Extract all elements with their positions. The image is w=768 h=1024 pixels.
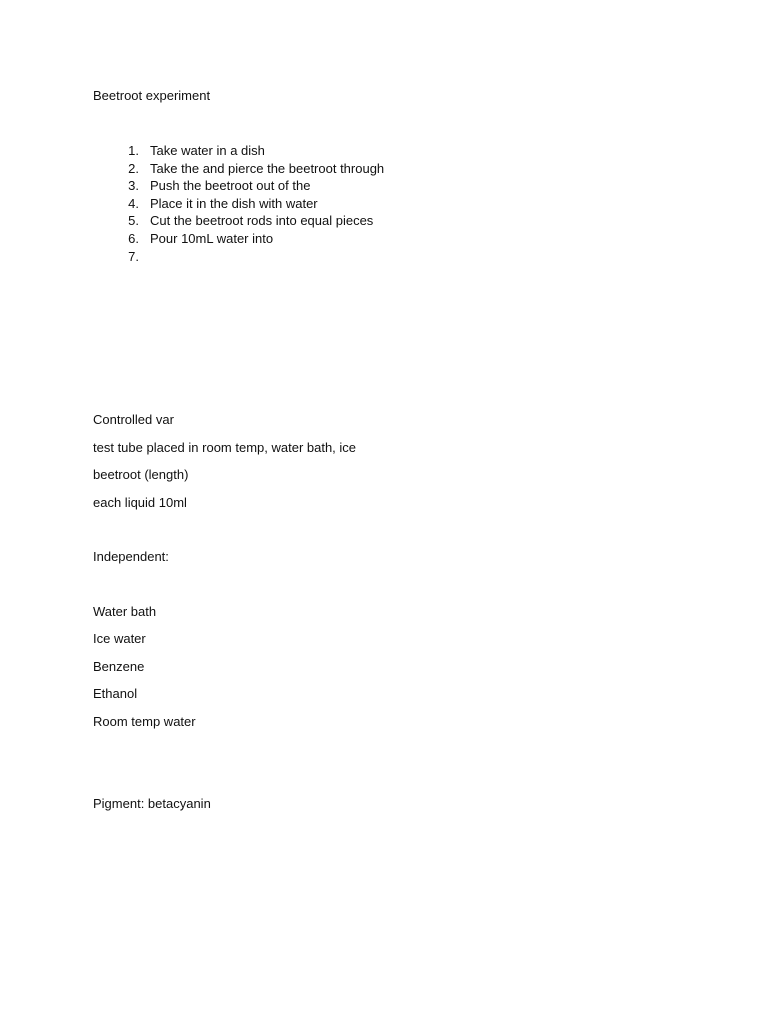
pigment-note: Pigment: betacyanin [93,796,211,811]
step-number: 1. [128,143,139,158]
list-item [93,142,384,160]
independent-item: Water bath [93,604,157,619]
step-text: Push the beetroot out of the [150,178,311,194]
document-title: Beetroot experiment [93,88,211,103]
step-number: 6. [128,230,139,246]
step-text: Pour 10mL water into [150,230,274,246]
step-number: 4. [128,195,139,211]
step-number: 5. [128,213,139,229]
controlled-item: beetroot (length) [93,467,189,482]
list-item [93,177,384,195]
step-number: 7. [128,248,139,264]
independent-heading: Independent: [93,549,169,564]
independent-item: Ethanol [93,686,138,701]
list-item [93,230,384,248]
list-item [93,248,384,266]
controlled-item: each liquid 10ml [93,495,187,510]
step-text: Take water in a dish [150,143,265,158]
step-text: Take the and pierce the beetroot through [150,160,385,176]
step-text: Place it in the dish with water [150,195,318,211]
independent-item: Room temp water [93,714,196,729]
list-item [93,212,384,230]
step-text [139,248,150,266]
list-item [93,195,384,213]
step-text: Cut the beetroot rods into equal pieces [150,213,374,229]
procedure-list [93,142,384,265]
independent-item: Benzene [93,659,145,674]
step-number: 3. [128,178,139,194]
step-number: 2. [128,160,139,176]
controlled-item: test tube placed in room temp, water bath, ice [93,440,357,455]
list-item [93,160,384,178]
independent-item: Ice water [93,631,146,646]
controlled-heading: Controlled var [93,412,174,427]
